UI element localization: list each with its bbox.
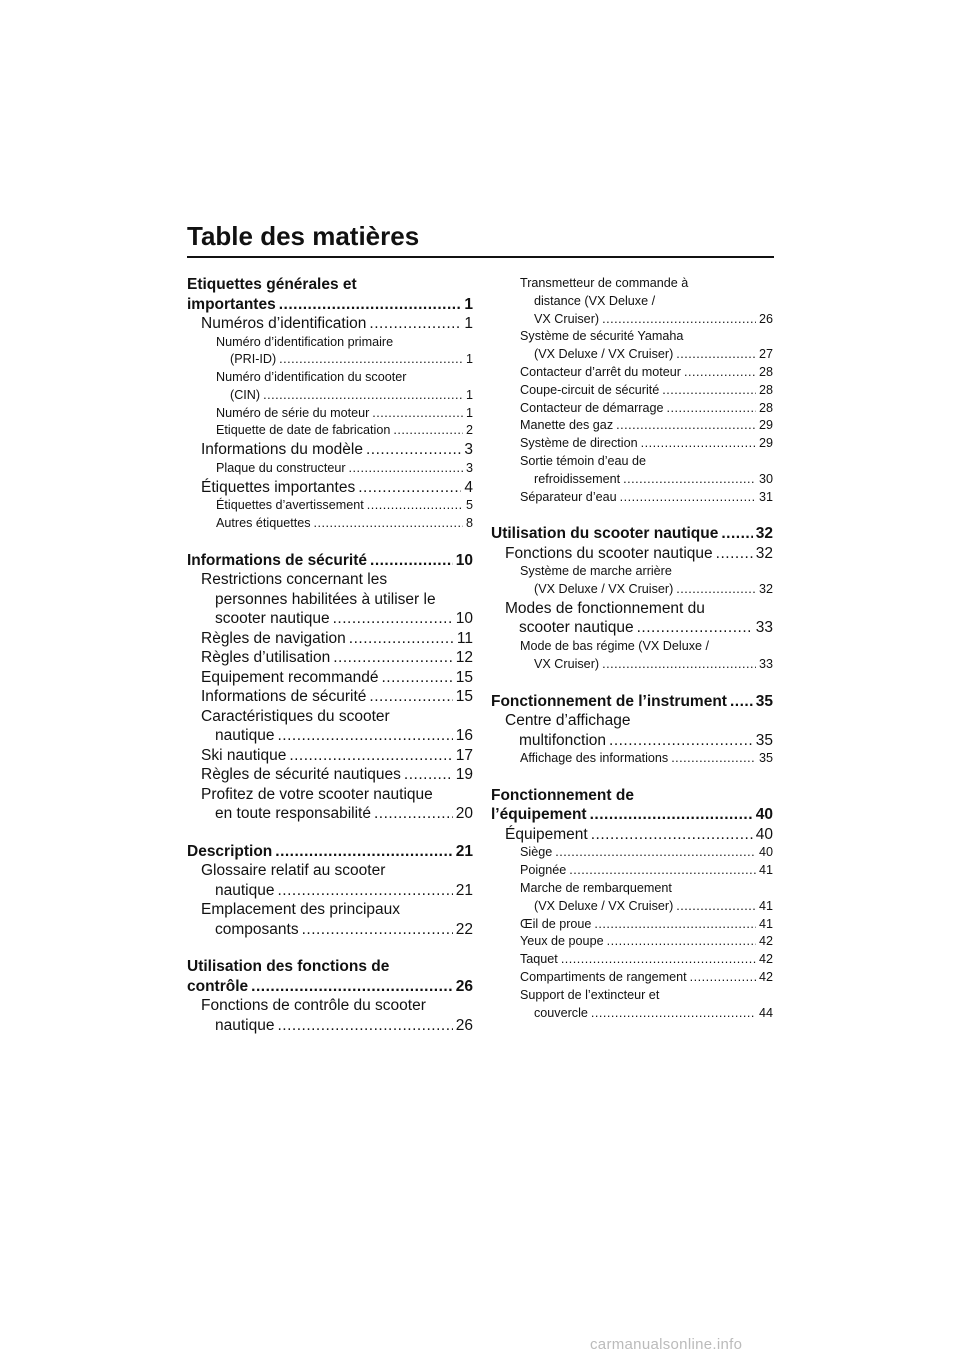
dot-leader	[358, 478, 461, 498]
toc-subentry[interactable]	[491, 969, 773, 987]
toc-entry-title-line: Numéro d’identification du scooter	[216, 370, 407, 385]
dot-leader	[730, 692, 753, 712]
toc-entry-title-line: Profitez de votre scooter nautique	[201, 785, 433, 803]
page-number: 33	[758, 656, 773, 671]
dot-leader	[667, 400, 756, 418]
page-number: 1	[464, 315, 473, 332]
page-number: 40	[755, 825, 773, 843]
toc-entry-title-line: Marche de rembarquement	[520, 880, 672, 895]
toc-subentry[interactable]	[187, 460, 473, 478]
dot-leader	[369, 314, 461, 334]
dot-leader	[369, 687, 452, 707]
page-number: 35	[755, 692, 773, 710]
toc-entry-title: (VX Deluxe / VX Cruiser)	[534, 582, 674, 597]
toc-entry[interactable]	[187, 746, 473, 766]
toc-entry-title: Equipement recommandé	[201, 668, 379, 686]
toc-entry-title: Règles de sécurité nautiques	[201, 766, 401, 784]
dot-leader	[333, 609, 453, 629]
toc-entry-title: Règles de navigation	[201, 629, 346, 647]
dot-leader	[370, 551, 453, 571]
dot-leader	[684, 364, 756, 382]
dot-leader	[366, 440, 461, 460]
toc-entry-title-line: Caractéristiques du scooter	[201, 707, 390, 725]
dot-leader	[676, 898, 756, 916]
toc-subentry[interactable]	[491, 862, 773, 880]
page-number: 31	[758, 489, 773, 504]
toc-entry-title-line: Restrictions concernant les	[201, 571, 388, 589]
toc-entry[interactable]	[187, 570, 473, 629]
toc-subentry[interactable]	[491, 638, 773, 674]
page-number: 1	[465, 405, 473, 420]
dot-leader	[620, 489, 756, 507]
toc-entry-title: Ski nautique	[201, 746, 287, 764]
dot-leader	[555, 844, 756, 862]
toc-entry-title: Informations du modèle	[201, 441, 363, 459]
toc-subentry[interactable]	[187, 405, 473, 423]
dot-leader	[602, 656, 756, 674]
toc-subentry[interactable]	[491, 275, 773, 328]
toc-entry-title-line: Sortie témoin d’eau de	[520, 453, 647, 468]
page-number: 33	[755, 619, 773, 637]
toc-entry-title-line: Transmetteur de commande à	[520, 276, 689, 290]
toc-entry-title: Manette des gaz	[520, 418, 614, 433]
page-number: 30	[758, 471, 773, 486]
page-number: 41	[758, 916, 773, 931]
dot-leader	[716, 544, 753, 564]
toc-section[interactable]	[187, 275, 473, 314]
toc-entry[interactable]	[187, 314, 473, 334]
toc-section[interactable]	[187, 551, 473, 571]
page-number: 3	[465, 460, 473, 475]
toc-subentry[interactable]	[491, 563, 773, 599]
dot-leader	[609, 731, 753, 751]
toc-entry-title: (PRI-ID)	[230, 352, 277, 367]
toc-subentry[interactable]	[187, 422, 473, 440]
page-number: 20	[455, 805, 473, 823]
section-gap	[187, 939, 473, 957]
toc-entry-title: VX Cruiser)	[534, 656, 600, 671]
dot-leader	[662, 382, 756, 400]
toc-entry-title-line: Système de marche arrière	[520, 564, 672, 579]
page-number: 29	[758, 418, 773, 433]
toc-subentry[interactable]	[491, 933, 773, 951]
toc-entry-title: Affichage des informations	[520, 751, 669, 766]
toc-entry-title: Informations de sécurité	[187, 551, 368, 569]
toc-subentry[interactable]	[491, 364, 773, 382]
dot-leader	[404, 765, 453, 785]
section-gap	[491, 768, 773, 786]
page-number: 19	[455, 766, 473, 784]
toc-subentry[interactable]	[491, 453, 773, 489]
toc-entry-title: composants	[215, 920, 299, 938]
toc-entry-title: Numéro de série du moteur	[216, 405, 370, 420]
page-number: 32	[758, 582, 773, 597]
toc-subentry[interactable]	[187, 369, 473, 405]
toc-entry-title-line: Glossaire relatif au scooter	[201, 862, 386, 880]
page-number: 35	[755, 731, 773, 749]
page-number: 29	[758, 436, 773, 451]
toc-entry-title: Fonctionnement de l’instrument	[491, 692, 727, 710]
dot-leader	[591, 825, 753, 845]
page-number: 35	[758, 751, 773, 766]
toc-subentry[interactable]	[491, 328, 773, 364]
dot-leader	[676, 581, 756, 599]
toc-subentry[interactable]	[491, 382, 773, 400]
dot-leader	[349, 460, 463, 478]
toc-entry-title: Séparateur d’eau	[520, 489, 617, 504]
toc-entry-title: couvercle	[534, 1005, 588, 1020]
page-number: 41	[758, 898, 773, 913]
toc-subentry[interactable]	[491, 435, 773, 453]
dot-leader	[569, 862, 756, 880]
toc-entry[interactable]	[187, 900, 473, 939]
page-number: 15	[455, 668, 473, 686]
page-number: 41	[758, 863, 773, 878]
section-gap	[491, 674, 773, 692]
toc-subentry[interactable]	[187, 497, 473, 515]
toc-entry-title-line: Etiquettes générales et	[187, 276, 357, 293]
toc-entry-title-line: Numéro d’identification primaire	[216, 334, 394, 349]
toc-subentry[interactable]	[491, 489, 773, 507]
toc-entry[interactable]	[187, 687, 473, 707]
page-number: 8	[465, 515, 473, 530]
toc-entry-title: importantes	[187, 295, 276, 313]
toc-right-column	[491, 275, 773, 1022]
dot-leader	[349, 629, 454, 649]
dot-leader	[333, 648, 453, 668]
toc-entry[interactable]	[491, 711, 773, 750]
dot-leader	[374, 804, 453, 824]
toc-entry-title: Numéros d’identification	[201, 315, 367, 332]
page-number: 40	[755, 806, 773, 824]
toc-entry-title: nautique	[215, 1016, 275, 1034]
toc-entry-title: l’équipement	[491, 806, 587, 824]
toc-entry-title-line: Système de sécurité Yamaha	[520, 329, 684, 344]
toc-entry-title: Description	[187, 842, 273, 860]
toc-entry[interactable]	[491, 825, 773, 845]
toc-entry[interactable]	[187, 861, 473, 900]
dot-leader	[690, 969, 756, 987]
toc-entry-title: scooter nautique	[519, 619, 634, 637]
toc-entry-title-line: Modes de fonctionnement du	[505, 599, 705, 617]
dot-leader	[302, 920, 453, 940]
toc-entry-title: Équipement	[505, 825, 588, 843]
dot-leader	[393, 422, 463, 440]
toc-section[interactable]	[187, 842, 473, 862]
dot-leader	[275, 842, 452, 862]
dot-leader	[561, 951, 756, 969]
page-number: 3	[464, 441, 473, 459]
toc-entry-title: contrôle	[187, 977, 249, 995]
toc-entry-title: scooter nautique	[215, 610, 330, 628]
page-number: 28	[758, 382, 773, 397]
toc-entry-title: Étiquettes d’avertissement	[216, 498, 364, 513]
dot-leader	[721, 524, 752, 544]
page-number: 21	[455, 881, 473, 899]
dot-leader	[676, 346, 756, 364]
dot-leader	[591, 1005, 756, 1023]
page-number: 11	[456, 629, 473, 647]
dot-leader	[314, 515, 463, 533]
toc-entry-title-line: distance (VX Deluxe /	[534, 293, 656, 308]
page-number: 32	[755, 544, 773, 562]
toc-entry-title: Etiquette de date de fabrication	[216, 423, 391, 438]
dot-leader	[641, 435, 756, 453]
dot-leader	[263, 387, 463, 405]
page-number: 42	[758, 969, 773, 984]
page-number: 42	[758, 952, 773, 967]
page-number: 4	[464, 478, 473, 496]
toc-entry-title: nautique	[215, 727, 275, 745]
toc-subentry[interactable]	[491, 880, 773, 916]
dot-leader	[289, 746, 452, 766]
page-number: 22	[455, 920, 473, 938]
dot-leader	[251, 977, 453, 997]
toc-entry-title: Poignée	[520, 863, 567, 878]
page-number: 26	[455, 1016, 473, 1034]
dot-leader	[637, 618, 753, 638]
toc-subentry[interactable]	[491, 844, 773, 862]
toc-entry-title: Contacteur de démarrage	[520, 400, 664, 415]
toc-entry[interactable]	[491, 599, 773, 638]
toc-entry-title: Règles d’utilisation	[201, 649, 331, 667]
dot-leader	[607, 933, 756, 951]
page-number: 15	[455, 688, 473, 706]
dot-leader	[367, 497, 463, 515]
toc-entry-title: (VX Deluxe / VX Cruiser)	[534, 898, 674, 913]
page-title: Table des matières	[187, 218, 774, 258]
toc-entry-title-line: Fonctions de contrôle du scooter	[201, 997, 426, 1015]
dot-leader	[277, 881, 452, 901]
toc-entry[interactable]	[187, 440, 473, 460]
page-number: 16	[455, 727, 473, 745]
toc-entry-title: en toute responsabilité	[215, 805, 371, 823]
toc-entry-title: refroidissement	[534, 471, 621, 486]
toc-entry[interactable]	[187, 996, 473, 1035]
toc-entry[interactable]	[187, 478, 473, 498]
page-number: 28	[758, 364, 773, 379]
toc-entry-title: Œil de proue	[520, 916, 592, 931]
toc-entry-title: Coupe-circuit de sécurité	[520, 382, 660, 397]
dot-leader	[602, 311, 756, 329]
dot-leader	[382, 668, 453, 688]
dot-leader	[279, 295, 462, 315]
toc-entry-title: Siège	[520, 845, 553, 860]
toc-entry[interactable]	[187, 765, 473, 785]
dot-leader	[277, 1016, 452, 1036]
page-number: 1	[464, 295, 473, 313]
page-number: 42	[758, 934, 773, 949]
toc-entry-title-line: Mode de bas régime (VX Deluxe /	[520, 638, 709, 653]
toc-entry-title-line: Support de l’extincteur et	[520, 987, 660, 1002]
page-number: 21	[455, 842, 473, 860]
toc-section[interactable]	[491, 524, 773, 544]
toc-entry-title: Taquet	[520, 952, 558, 967]
dot-leader	[279, 351, 463, 369]
toc-entry-title: Fonctions du scooter nautique	[505, 544, 713, 562]
toc-subentry[interactable]	[491, 417, 773, 435]
toc-entry[interactable]	[187, 668, 473, 688]
page-number: 28	[758, 400, 773, 415]
toc-entry[interactable]	[187, 707, 473, 746]
toc-entry-title: Contacteur d’arrêt du moteur	[520, 364, 682, 379]
toc-entry[interactable]	[187, 629, 473, 649]
page-number: 26	[758, 311, 773, 326]
toc-entry-title: (CIN)	[230, 387, 261, 402]
toc-subentry[interactable]	[187, 515, 473, 533]
watermark: carmanualsonline.info	[590, 1336, 743, 1353]
toc-entry[interactable]	[187, 785, 473, 824]
toc-entry-title: multifonction	[519, 731, 607, 749]
toc-entry-title: Plaque du constructeur	[216, 460, 346, 475]
page-number: 10	[455, 610, 473, 628]
dot-leader	[616, 417, 756, 435]
toc-entry-title-line: personnes habilitées à utiliser le	[215, 590, 436, 608]
page-number: 1	[465, 352, 473, 367]
toc-section[interactable]	[491, 786, 773, 825]
section-gap	[187, 824, 473, 842]
page-number: 17	[455, 746, 473, 764]
page-number: 12	[455, 649, 473, 667]
dot-leader	[623, 471, 756, 489]
toc-subentry[interactable]	[491, 987, 773, 1023]
page-number: 40	[758, 845, 773, 860]
toc-entry[interactable]	[187, 648, 473, 668]
dot-leader	[372, 405, 463, 423]
section-gap	[187, 533, 473, 551]
toc-subentry[interactable]	[187, 334, 473, 370]
dot-leader	[671, 750, 756, 768]
section-gap	[491, 506, 773, 524]
toc-entry[interactable]	[491, 544, 773, 564]
page-number: 32	[755, 525, 773, 543]
page-number: 27	[758, 347, 773, 362]
page-number: 26	[455, 977, 473, 995]
toc-entry-title: VX Cruiser)	[534, 311, 600, 326]
toc-left-column	[187, 275, 473, 1035]
dot-leader	[590, 805, 753, 825]
toc-section[interactable]	[491, 692, 773, 712]
toc-entry-title: Étiquettes importantes	[201, 478, 356, 496]
page-number: 5	[465, 498, 473, 513]
toc-entry-title: Autres étiquettes	[216, 515, 311, 530]
page-number: 2	[465, 423, 473, 438]
toc-entry-title: Yeux de poupe	[520, 934, 604, 949]
toc-entry-title: Système de direction	[520, 436, 638, 451]
page-number: 44	[758, 1005, 773, 1020]
toc-entry-title: Compartiments de rangement	[520, 969, 687, 984]
toc-entry-title-line: Centre d’affichage	[505, 712, 631, 730]
dot-leader	[594, 916, 756, 934]
toc-subentry[interactable]	[491, 951, 773, 969]
toc-subentry[interactable]	[491, 400, 773, 418]
toc-subentry[interactable]	[491, 750, 773, 768]
dot-leader	[277, 726, 452, 746]
toc-subentry[interactable]	[491, 916, 773, 934]
toc-entry-title: Utilisation du scooter nautique	[491, 525, 719, 543]
toc-entry-title: nautique	[215, 881, 275, 899]
page-number: 10	[455, 551, 473, 569]
toc-section[interactable]	[187, 957, 473, 996]
page-number: 1	[465, 387, 473, 402]
toc-entry-title-line: Emplacement des principaux	[201, 901, 401, 919]
toc-entry-title: (VX Deluxe / VX Cruiser)	[534, 347, 674, 362]
toc-entry-title-line: Fonctionnement de	[491, 786, 634, 804]
toc-entry-title-line: Utilisation des fonctions de	[187, 958, 390, 976]
toc-entry-title: Informations de sécurité	[201, 688, 367, 706]
